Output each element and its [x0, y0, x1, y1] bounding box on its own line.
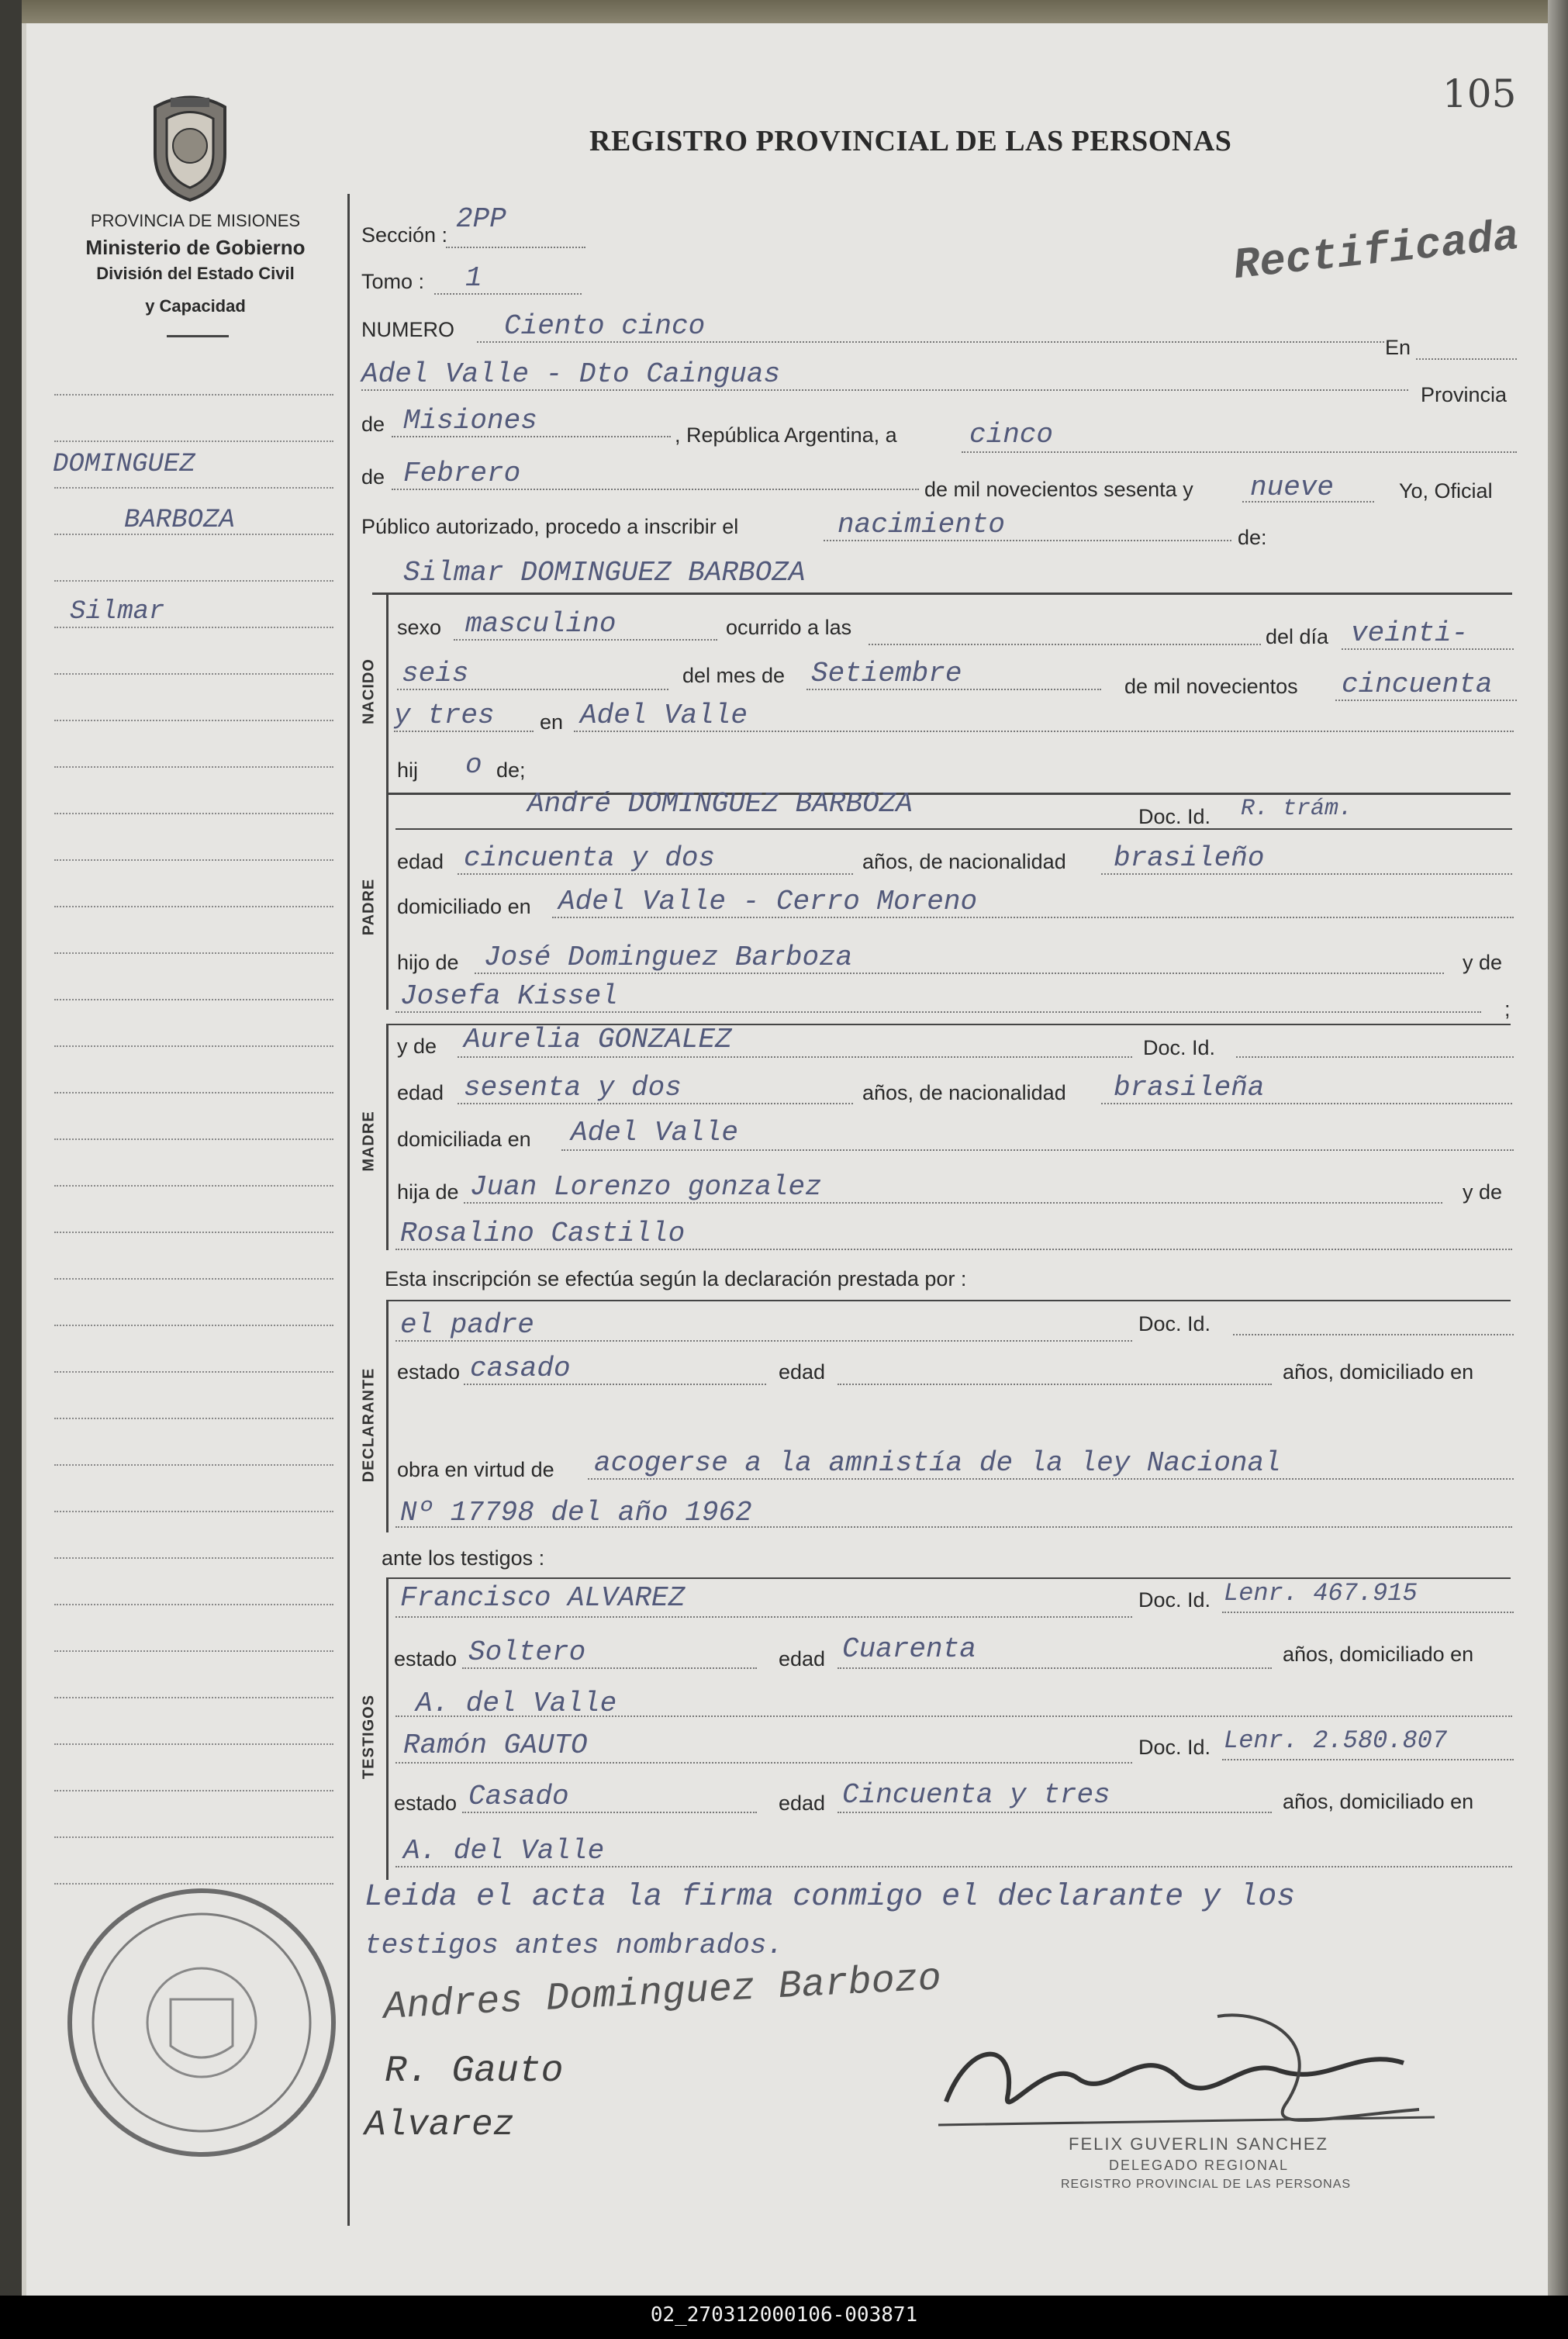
madre-nombre: Aurelia GONZALEZ	[464, 1024, 732, 1055]
margin-ruled-line	[54, 1185, 333, 1187]
closing-line-2: testigos antes nombrados.	[364, 1930, 784, 1961]
margin-ruled-line	[54, 1138, 333, 1140]
testigo1-edad-label: edad	[779, 1647, 826, 1670]
madre-edad-line	[458, 1103, 853, 1104]
testigo1-doc-line	[1222, 1612, 1514, 1613]
en-line	[1416, 358, 1517, 360]
testigo1-anios-label: años, domiciliado en	[1283, 1643, 1474, 1666]
madre-doc-label: Doc. Id.	[1143, 1036, 1216, 1059]
publico-label: Público autorizado, procedo a inscribir el	[361, 515, 739, 538]
testigo2-edad-line	[838, 1812, 1272, 1813]
numero-label: NUMERO	[361, 318, 454, 341]
signature-witness-2: Alvarez	[364, 2105, 515, 2145]
tomo-line	[434, 293, 582, 295]
padre-yde-label: y de	[1463, 951, 1503, 974]
declarante-estado-label: estado	[397, 1360, 461, 1384]
margin-ruled-line	[54, 906, 333, 907]
del-dia-label: del día	[1266, 625, 1329, 648]
margin-surname-2: BARBOZA	[124, 506, 235, 535]
testigo2-edad: Cincuenta y tres	[842, 1779, 1110, 1811]
tomo-value: 1	[465, 262, 482, 294]
margin-ruled-line	[54, 1650, 333, 1652]
testigo2-doc-label: Doc. Id.	[1138, 1736, 1211, 1759]
nacido-anio-2: y tres	[394, 700, 495, 731]
declarante-top-rule	[386, 1300, 1511, 1301]
padre-dom-label: domiciliado en	[397, 895, 531, 918]
testigo1-estado-line	[462, 1667, 757, 1669]
nacido-mil-label: de mil novecientos	[1124, 675, 1298, 698]
madre-dom-line	[561, 1149, 1514, 1151]
madre-hija-value: Juan Lorenzo gonzalez	[470, 1171, 822, 1203]
dia-line-2	[397, 689, 668, 690]
margin-ruled-line	[54, 1045, 333, 1047]
testigo1-dom: A. del Valle	[416, 1688, 617, 1719]
madre-nombre-line	[458, 1056, 1132, 1058]
hora-line	[869, 644, 1261, 645]
margin-ruled-line	[54, 394, 333, 396]
margin-ruled-line	[54, 1418, 333, 1419]
padre-doc-label: Doc. Id.	[1138, 805, 1211, 828]
nacido-anio-1: cincuenta	[1342, 669, 1493, 700]
declarante-obra-value-2: Nº 17798 del año 1962	[400, 1497, 752, 1529]
madre-yde-label: y de	[397, 1035, 437, 1058]
sexo-label: sexo	[397, 616, 442, 639]
testigo2-dom-line	[395, 1866, 1512, 1867]
testigo2-estado-label: estado	[394, 1791, 458, 1815]
testigo1-dom-line	[395, 1715, 1512, 1717]
declarante-obra-label: obra en virtud de	[397, 1458, 554, 1481]
sexo-line	[454, 639, 717, 641]
testigo2-dom: A. del Valle	[403, 1835, 605, 1867]
madre-section-label: MADRE	[360, 1111, 378, 1172]
ocurrido-label: ocurrido a las	[726, 616, 852, 639]
nacido-mes-line	[806, 689, 1101, 690]
official-seal	[62, 1883, 341, 2162]
declarante-intro: Esta inscripción se efectúa según la declaración prestada por :	[385, 1267, 967, 1290]
signature-witness-1: R. Gauto	[385, 2051, 564, 2092]
madre-madre-line	[395, 1249, 1512, 1250]
testigo2-nombre: Ramón GAUTO	[403, 1729, 588, 1761]
nacido-nombre: Silmar DOMINGUEZ BARBOZA	[403, 557, 806, 589]
testigo2-edad-label: edad	[779, 1791, 826, 1815]
margin-ruled-line	[54, 1557, 333, 1559]
official-signature	[923, 2009, 1458, 2140]
padre-hijo-line	[475, 973, 1444, 974]
letterhead-province: PROVINCIA DE MISIONES	[90, 211, 301, 230]
main-vertical-rule	[347, 194, 350, 2226]
madre-nac-line	[1101, 1103, 1512, 1104]
padre-hijo-label: hijo de	[397, 951, 459, 974]
declarante-doc-line	[1233, 1334, 1514, 1335]
padre-edad-line	[458, 873, 853, 875]
padre-semicolon: ;	[1504, 997, 1511, 1021]
testigo2-estado: Casado	[468, 1781, 569, 1812]
provincia-value: Misiones	[403, 405, 537, 437]
madre-dom-value: Adel Valle	[571, 1117, 739, 1149]
margin-ruled-line	[54, 859, 333, 861]
letterhead-division: División del Estado Civil	[96, 264, 295, 283]
padre-edad-label: edad	[397, 850, 444, 873]
padre-dom-line	[552, 917, 1514, 918]
declarante-obra-line-1	[588, 1478, 1514, 1480]
margin-ruled-line	[54, 1743, 333, 1745]
sexo-value: masculino	[465, 608, 616, 640]
padre-edad-value: cincuenta y dos	[464, 842, 716, 874]
de-colon-label: de:	[1238, 526, 1267, 549]
madre-edad-label: edad	[397, 1081, 444, 1104]
rectificada-stamp: Rectificada	[1231, 211, 1522, 292]
declarante-obra-line-2	[395, 1526, 1512, 1528]
madre-hija-label: hija de	[397, 1180, 459, 1204]
lugar-line	[361, 389, 1408, 391]
margin-ruled-line	[54, 441, 333, 442]
provincia-label: Provincia	[1421, 383, 1508, 406]
madre-nac-label: años, de nacionalidad	[862, 1081, 1066, 1104]
de-label-2: de	[361, 465, 385, 489]
declarante-obra-value-1: acogerse a la amnistía de la ley Nacional	[594, 1447, 1281, 1479]
margin-ruled-line	[54, 673, 333, 675]
dia-value-1: veinti-	[1351, 617, 1469, 649]
testigos-side-rule	[386, 1577, 389, 1880]
declarante-nombre: el padre	[400, 1309, 534, 1341]
page-number: 105	[1442, 71, 1517, 116]
madre-nac-value: brasileña	[1114, 1072, 1265, 1104]
anio-line	[1242, 501, 1374, 503]
madre-madre-value: Rosalino Castillo	[400, 1218, 686, 1249]
testigo1-estado: Soltero	[468, 1636, 586, 1668]
margin-ruled-line	[54, 1464, 333, 1466]
dia-line-1	[1342, 648, 1514, 650]
testigo1-nombre-line	[395, 1616, 1132, 1618]
declarante-anios-label: años, domiciliado en	[1283, 1360, 1474, 1384]
testigo2-doc-line	[1222, 1759, 1514, 1760]
letterhead-rule	[167, 335, 229, 337]
republica-label: , República Argentina, a	[675, 423, 897, 447]
official-name: FELIX GUVERLIN SANCHEZ	[1069, 2134, 1328, 2154]
nacido-side-rule	[386, 593, 389, 793]
mes-label: del mes de	[682, 664, 786, 687]
margin-ruled-line	[54, 1278, 333, 1280]
mil-label: de mil novecientos sesenta y	[924, 478, 1193, 501]
margin-ruled-line	[54, 720, 333, 721]
declarante-edad-label: edad	[779, 1360, 826, 1384]
testigo1-edad-line	[838, 1667, 1272, 1669]
dia-line	[962, 451, 1517, 453]
lugar-value: Adel Valle - Dto Cainguas	[361, 358, 781, 390]
declarante-side-rule	[386, 1300, 389, 1532]
seccion-value: 2PP	[456, 203, 506, 235]
nacido-lugar: Adel Valle	[580, 700, 748, 731]
seccion-line	[446, 247, 585, 248]
margin-ruled-line	[54, 1836, 333, 1838]
margin-ruled-line	[54, 1371, 333, 1373]
provincia-line	[392, 436, 671, 437]
nacido-top-rule	[372, 593, 1512, 595]
madre-yde2-label: y de	[1463, 1180, 1503, 1204]
anio-value: nueve	[1250, 472, 1335, 503]
padre-dom-value: Adel Valle - Cerro Moreno	[558, 886, 978, 917]
margin-ruled-line	[54, 1511, 333, 1512]
margin-surname-1: DOMINGUEZ	[53, 450, 195, 479]
testigo1-nombre: Francisco ALVAREZ	[400, 1582, 686, 1614]
madre-edad-value: sesenta y dos	[464, 1072, 682, 1104]
declarante-estado-value: casado	[470, 1353, 571, 1384]
declarante-nombre-line	[395, 1340, 1132, 1342]
margin-ruled-line	[54, 627, 333, 628]
madre-doc-line	[1236, 1056, 1514, 1058]
margin-ruled-line	[54, 813, 333, 814]
nacido-anio-line	[1335, 700, 1517, 701]
margin-ruled-line	[54, 1092, 333, 1093]
official-title: DELEGADO REGIONAL	[1109, 2158, 1290, 2173]
padre-nombre: André DOMINGUEZ BARBOZA	[527, 788, 913, 820]
hij-value: o	[465, 749, 482, 781]
testigo2-nombre-line	[395, 1762, 1132, 1764]
madre-side-rule	[386, 1025, 389, 1250]
nacido-mes-value: Setiembre	[811, 658, 962, 689]
numero-value: Ciento cinco	[504, 310, 706, 342]
seccion-label: Sección :	[361, 223, 448, 247]
document-title: REGISTRO PROVINCIAL DE LAS PERSONAS	[589, 125, 1232, 157]
padre-side-rule	[386, 793, 389, 1010]
acto-value: nacimiento	[838, 509, 1006, 541]
testigos-intro: ante los testigos :	[382, 1546, 545, 1570]
padre-section-label: PADRE	[360, 878, 378, 936]
declarante-section-label: DECLARANTE	[360, 1367, 378, 1483]
hij-label: hij	[397, 758, 419, 782]
footer-document-id: 02_270312000106-003871	[650, 2303, 918, 2327]
letterhead-ministry: Ministerio de Gobierno	[85, 236, 306, 259]
margin-ruled-line	[54, 487, 333, 489]
margin-ruled-line	[54, 1697, 333, 1698]
padre-hijo-value: José Dominguez Barboza	[484, 941, 853, 973]
nacido-lugar-line	[574, 731, 1514, 732]
oficial-label: Yo, Oficial	[1399, 479, 1493, 503]
margin-ruled-line	[54, 766, 333, 768]
testigos-section-label: TESTIGOS	[360, 1694, 378, 1780]
declarante-edad-line	[838, 1384, 1272, 1385]
padre-nac-line	[1101, 873, 1512, 875]
nacido-section-label: NACIDO	[360, 658, 378, 724]
madre-hija-line	[464, 1202, 1442, 1204]
numero-line	[477, 341, 1384, 343]
nacido-en-label: en	[540, 710, 564, 734]
declarante-doc-label: Doc. Id.	[1138, 1312, 1211, 1335]
margin-given-name: Silmar	[70, 597, 165, 627]
margin-ruled-line	[54, 1604, 333, 1605]
testigo2-doc: Lenr. 2.580.807	[1224, 1726, 1448, 1755]
mes-line	[392, 489, 919, 490]
de-label: de	[361, 413, 385, 436]
coat-of-arms-emblem	[140, 92, 240, 204]
testigo1-doc: Lenr. 467.915	[1224, 1579, 1418, 1608]
padre-madre-value: Josefa Kissel	[400, 980, 618, 1012]
closing-line-1: Leida el acta la firma conmigo el declarante y los	[364, 1880, 1296, 1915]
mes-value: Febrero	[403, 458, 521, 489]
margin-ruled-line	[54, 1232, 333, 1233]
tomo-label: Tomo :	[361, 270, 425, 293]
dia-value: cinco	[969, 419, 1054, 451]
letterhead-capacidad: y Capacidad	[145, 296, 246, 316]
testigo1-estado-label: estado	[394, 1647, 458, 1670]
hij-de-label: de;	[496, 758, 526, 782]
official-office: REGISTRO PROVINCIAL DE LAS PERSONAS	[1061, 2178, 1352, 2191]
padre-madre-line	[395, 1011, 1481, 1013]
madre-dom-label: domiciliada en	[397, 1128, 531, 1151]
padre-nac-label: años, de nacionalidad	[862, 850, 1066, 873]
dia-value-2: seis	[402, 658, 469, 689]
margin-ruled-line	[54, 580, 333, 582]
padre-doc-value: R. trám.	[1241, 796, 1353, 822]
en-label: En	[1385, 336, 1411, 359]
testigo2-estado-line	[462, 1812, 757, 1813]
signature-declarante: Andres Dominguez Barbozo	[382, 1957, 943, 2030]
padre-nac-value: brasileño	[1114, 842, 1265, 874]
nacido-anio2-line	[394, 731, 534, 732]
padre-nombre-rule	[395, 828, 1512, 830]
acto-line	[824, 540, 1231, 541]
margin-ruled-line	[54, 952, 333, 954]
testigo2-anios-label: años, domiciliado en	[1283, 1790, 1474, 1813]
testigo1-doc-label: Doc. Id.	[1138, 1588, 1211, 1612]
margin-ruled-line	[54, 999, 333, 1000]
testigo1-edad: Cuarenta	[842, 1633, 976, 1665]
margin-ruled-line	[54, 1790, 333, 1791]
margin-ruled-line	[54, 1325, 333, 1326]
declarante-estado-line	[464, 1384, 766, 1385]
